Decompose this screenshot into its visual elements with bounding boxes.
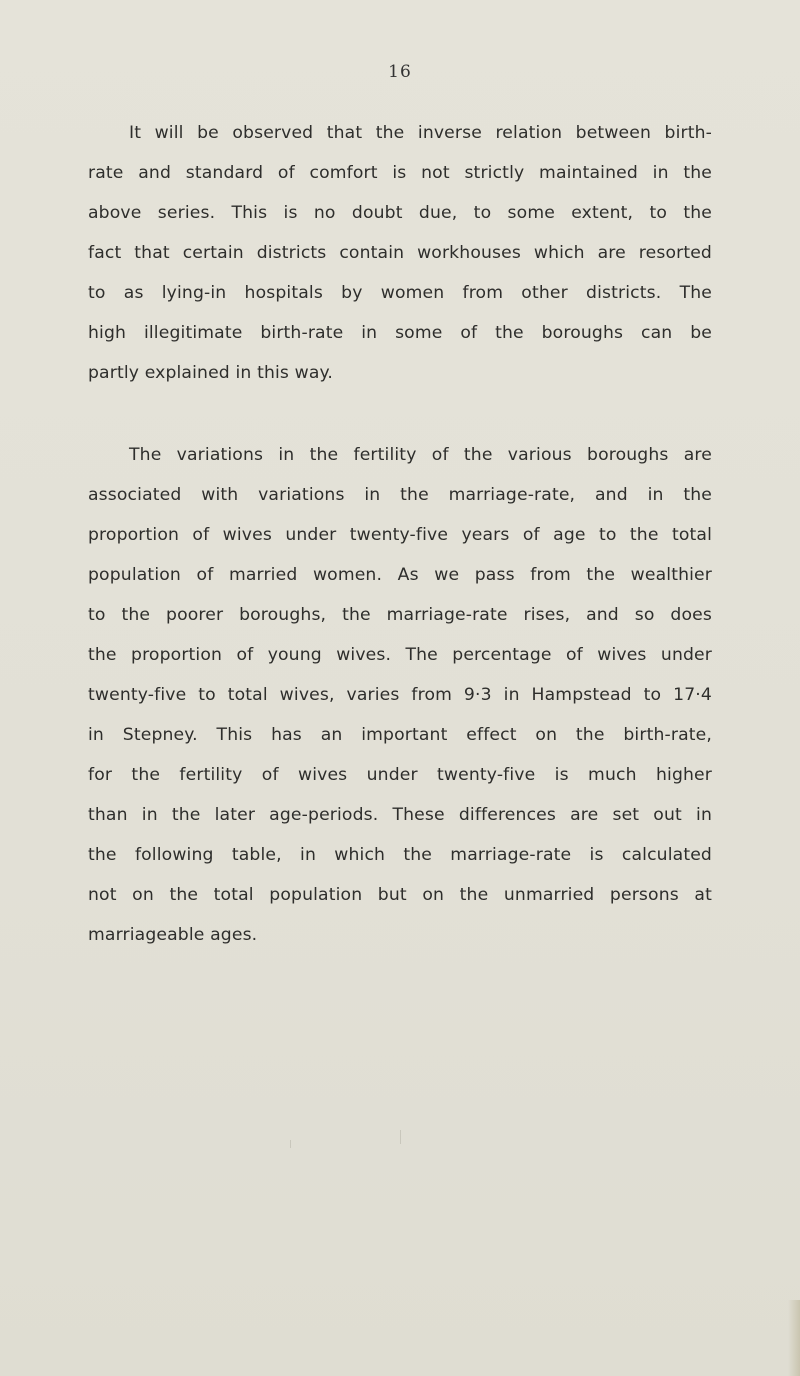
text-line: population of married women. As we pass from the wealthier bbox=[88, 565, 712, 585]
text-line: proportion of wives under twenty-five years of age to the total bbox=[88, 525, 712, 545]
text-line: not on the total population but on the unmarried persons at bbox=[88, 885, 712, 905]
text-line: in Stepney. This has an important effect on the birth-rate, bbox=[88, 725, 712, 745]
paragraph-2 bbox=[88, 435, 712, 955]
text-line: for the fertility of wives under twenty-five is much higher bbox=[88, 765, 712, 785]
paper-speck bbox=[290, 1140, 291, 1148]
paragraph-1 bbox=[88, 113, 712, 393]
paper-speck bbox=[400, 1130, 401, 1144]
text-line: associated with variations in the marriage-rate, and in the bbox=[88, 485, 712, 505]
text-line: marriageable ages. bbox=[88, 925, 258, 945]
text-line: partly explained in this way. bbox=[88, 363, 334, 383]
text-line: the following table, in which the marriage-rate is calculated bbox=[88, 845, 712, 865]
text-line: to the poorer boroughs, the marriage-rate rises, and so does bbox=[88, 605, 712, 625]
text-line: fact that certain districts contain workhouses which are resorted bbox=[88, 243, 712, 263]
text-line: the proportion of young wives. The percentage of wives under bbox=[88, 645, 712, 665]
text-line: twenty-five to total wives, varies from 9·3 in Hampstead to 17·4 bbox=[88, 685, 712, 705]
text-line: than in the later age-periods. These differences are set out in bbox=[88, 805, 712, 825]
text-line: The variations in the fertility of the various boroughs are bbox=[129, 445, 712, 465]
text-line: above series. This is no doubt due, to some extent, to the bbox=[88, 203, 712, 223]
text-line: It will be observed that the inverse relation between birth- bbox=[129, 123, 712, 143]
text-line: high illegitimate birth-rate in some of the boroughs can be bbox=[88, 323, 712, 343]
page-edge-shadow bbox=[788, 1300, 800, 1376]
page-number: 16 bbox=[388, 62, 412, 82]
text-line: to as lying-in hospitals by women from other districts. The bbox=[88, 283, 712, 303]
text-line: rate and standard of comfort is not strictly maintained in the bbox=[88, 163, 712, 183]
